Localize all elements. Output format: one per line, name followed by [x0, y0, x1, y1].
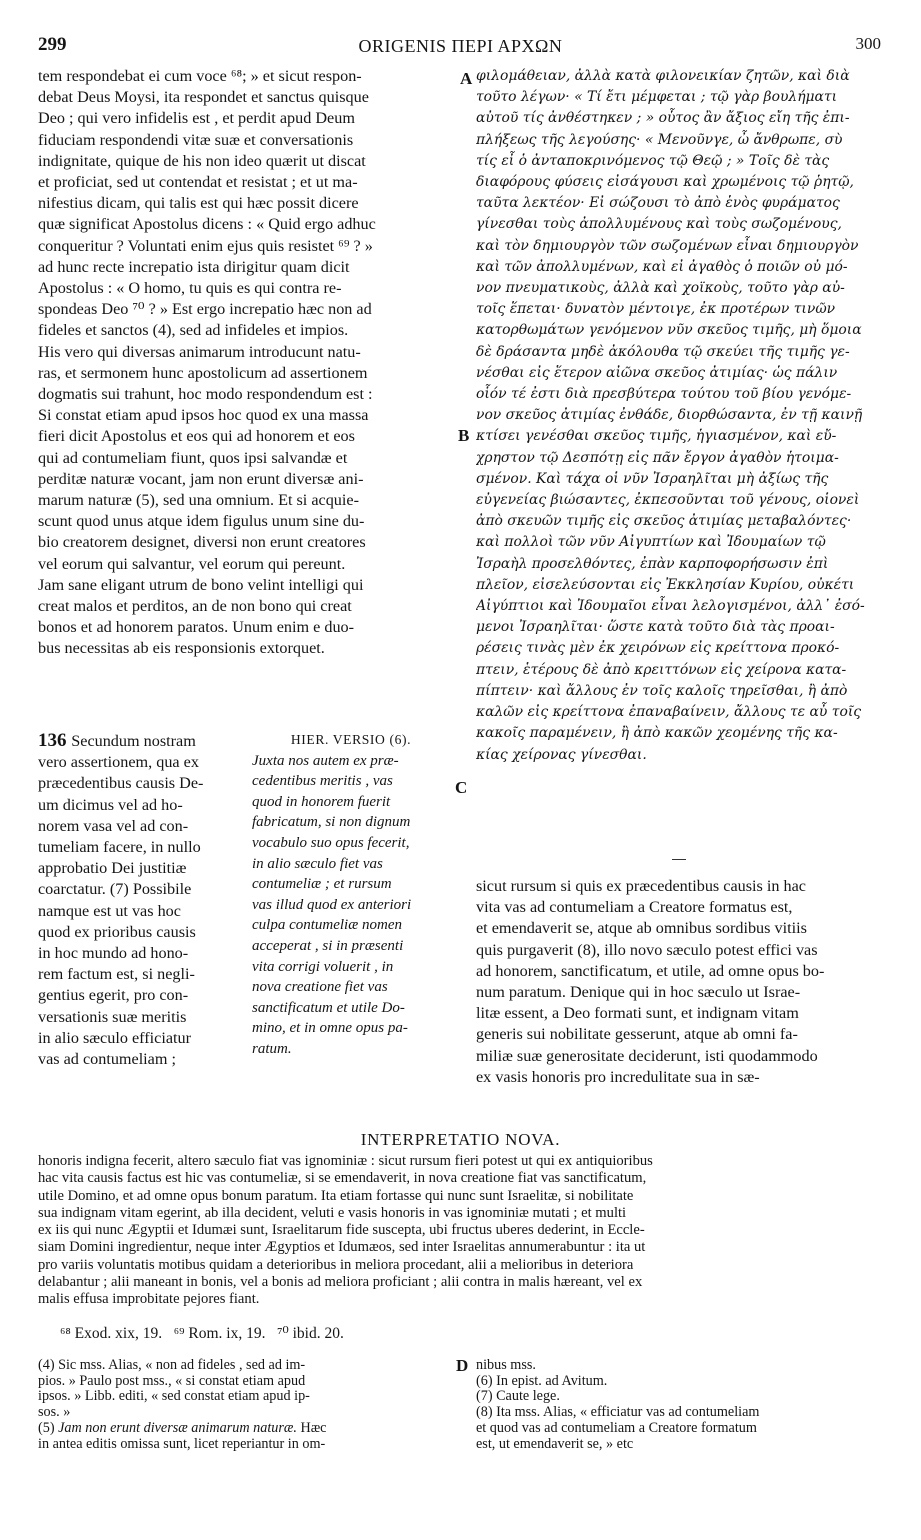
footnote-fragment: (5): [38, 1420, 59, 1436]
text-line: litæ essent, a Deo formati sunt, et indignam vitam: [476, 1004, 799, 1023]
text-line: marum naturæ (5), sed una omnium. Et si acquie-: [38, 491, 359, 510]
margin-marker-b: B: [458, 426, 470, 445]
footnote-line: sos. »: [38, 1405, 71, 1421]
text-line: sua indignam vitam egerint, ab illa decident, veluti e vasis honoris in vas ignominiæ mutati ; et multi: [38, 1204, 627, 1221]
text-line: εὐγενείας βιώσαντες, ἐκπεσοῦνται τοῦ γένους, οἱονεὶ: [476, 492, 860, 509]
text-line: πτειν, ἑτέρους δὲ ἀπὸ κρειττόνων εἰς χείρονα κατα-: [476, 661, 847, 678]
text-line: sicut rursum si quis ex præcedentibus causis in hac: [476, 877, 806, 895]
interpretatio-text: [38, 1153, 886, 1309]
text-line: generis sui nobilitate gesserunt, atque ab omni fa-: [476, 1025, 798, 1044]
text-line: rem factum est, si negli-: [38, 965, 195, 984]
latin-main-text: [38, 66, 448, 660]
footnote-line: [38, 1437, 448, 1453]
hier-versio-column: [252, 730, 450, 1060]
text-line: τίς εἶ ὁ ἀνταποκρινόμενος τῷ Θεῷ ; » Τοῖς δὲ τὰς: [476, 152, 830, 169]
text-line: ras, et sermonem hunc apostolicum ad assertionem: [38, 363, 368, 382]
text-line: ad hunc recte increpatio ista dirigitur quam dicit: [38, 257, 350, 276]
footnote-fragment: Hæc: [296, 1420, 327, 1436]
text-line: [38, 730, 238, 752]
text-line: vas illud quod ex anteriori: [252, 896, 412, 913]
text-line: et emendaverit se, atque ab omnibus sordibus vitiis: [476, 919, 807, 938]
text-line: Deo ; qui vero infidelis est , et perdit apud Deum: [38, 109, 355, 128]
text-line: His vero qui diversas animarum introducunt natu-: [38, 342, 361, 361]
text-line: πλήξεως τῆς λεγούσης· « Μενοῦνγε, ὦ ἄνθρωπε, σὺ: [476, 131, 843, 148]
interpretatio-heading: INTERPRETATIO NOVA.: [360, 1130, 561, 1149]
text-line: nova creatione fiet vas: [252, 979, 388, 996]
text-line: tem respondebat ei cum voce ⁶⁸; » et sicut respon-: [38, 67, 362, 85]
footnote-line: est, ut emendaverit se, » etc: [476, 1436, 634, 1452]
text-line: dogmatis sui trahunt, hoc modo respondendum est :: [38, 385, 373, 404]
scripture-references: ⁶⁸ Exod. xix, 19. ⁶⁹ Rom. ix, 19. ⁷⁰ ibid. 20.: [60, 1325, 344, 1342]
text-line: vita corrigi voluerit , in: [252, 958, 394, 975]
text-line: σμένον. Καὶ τάχα οἱ νῦν Ἰσραηλῖται μὴ ἀξίως τῆς: [476, 470, 829, 487]
text-line: indignitate, quique de his non ideo quærit ut discat: [38, 151, 366, 170]
text-line: Si constat etiam apud ipsos hoc quod ex una massa: [38, 406, 369, 425]
greek-text: [476, 66, 886, 766]
text-line: χρηστον τῷ Δεσπότῃ εἰς πᾶν ἔργον ἀγαθὸν ἡτοιμα-: [476, 449, 839, 466]
text-line: et proficiat, sed ut contendat et resistat ; et ut ma-: [38, 173, 358, 192]
text-line: Ἰσραὴλ προσελθόντες, ἐπὰν καρποφορήσωσιν ἐπὶ: [476, 555, 829, 572]
text-line: miliæ suæ generositate deciderunt, isti quodammodo: [476, 1046, 818, 1065]
footnote-line: ipsos. » Libb. editi, « sed constat etiam apud ip-: [38, 1389, 310, 1405]
text-line: conqueritur ? Voluntati enim ejus quis resistet ⁶⁹ ? »: [38, 236, 373, 255]
text-line: utile Domino, et ad omne opus bonum paratum. Ita etiam fortasse qui nunc sunt Israelitæ, si nobilitate: [38, 1187, 634, 1204]
page-number-left: 299: [38, 34, 67, 55]
text-line: siam Domini ingredientur, neque inter Ægyptios et Idumæos, sed inter Israelitas annumerabuntur : ita ut: [38, 1239, 646, 1256]
text-line: νέσθαι εἰς ἕτερον αἰῶνα σκεῦος ἀτιμίας· ὡς πάλιν: [476, 364, 838, 381]
text-line: fabricatum, si non dignum: [252, 814, 411, 831]
latin-left-column: [38, 730, 238, 1070]
text-line: ταῦτα λεκτέον· Εἰ σώζουσι τὸ ἀπὸ ἑνὸς φυράματος: [476, 195, 840, 212]
text-line: αὐτοῦ τίς ἀνθέστηκεν ; » οὗτος ἂν ἄξιος εἴη τῆς ἐπι-: [476, 110, 850, 127]
text-line: pro variis voluntatis motibus quidam a deterioribus in meliora procedant, alii a melioribus in deteriora: [38, 1256, 634, 1273]
text-line: approbatio Dei justitiæ: [38, 859, 187, 878]
text-line: culpa contumeliæ nomen: [252, 917, 402, 934]
footnote-line: (4) Sic mss. Alias, « non ad fideles , sed ad im-: [38, 1358, 306, 1373]
text-line: vero assertionem, qua ex: [38, 753, 199, 772]
text-line: spondeas Deo ⁷⁰ ? » Est ergo increpatio hæc non ad: [38, 300, 372, 319]
footnotes-left: [38, 1358, 448, 1452]
footnote-line: (6) In epist. ad Avitum.: [476, 1373, 608, 1389]
text-line: cedentibus meritis , vas: [252, 773, 393, 790]
running-title: ORIGENIS ΠΕΡΙ ΑΡΧΩΝ: [358, 36, 563, 56]
text-line: κατορθωμάτων γενόμενον νῦν σκεῦος τιμῆς, μὴ ὅμοια: [476, 322, 862, 339]
text-line: creat malos et perditos, an de non bono qui creat: [38, 597, 352, 616]
text-line: malis effusa improbitate pejores fiant.: [38, 1291, 260, 1308]
text-line: tumeliam facere, in nullo: [38, 838, 201, 857]
text-line: vas ad contumeliam ;: [38, 1050, 177, 1069]
text-line: πίπτειν· καὶ ἄλλους ἐν τοῖς καλοῖς τηρεῖσθαι, ἢ ἀπὸ: [476, 682, 848, 699]
text-line: hac vita causis factus est hic vas contumeliæ, si se emendaverit, in nova creatione fiat vas sanctificatum,: [38, 1170, 647, 1187]
text-line: mino, et in omne opus pa-: [252, 1020, 408, 1037]
text-line: norem vasa vel ad con-: [38, 816, 189, 835]
text-line: ex vasis honoris pro incredulitate sua in sæ-: [476, 1067, 760, 1086]
text-line: fiduciam respondendi vitæ suæ et conversationis: [38, 130, 354, 149]
page-number-right: 300: [855, 34, 881, 53]
text-line: καὶ τὸν δημιουργὸν τῶν σωζομένων εἶναι δημιουργὸν: [476, 237, 859, 254]
text-line: quis purgaverit (8), illo novo sæculo potest effici vas: [476, 940, 818, 959]
column-separator-dash: [672, 859, 686, 860]
text-line: κτίσει γενέσθαι σκεῦος τιμῆς, ἡγιασμένον, καὶ εὔ-: [476, 428, 837, 445]
text-line: acceperat , si in præsenti: [252, 937, 404, 954]
text-line: ex iis qui nunc Ægyptii et Idumæi sunt, Israelitarum fide suscepta, ubi fructus uberes dederint, in Eccle-: [38, 1222, 645, 1239]
footnote-line: nibus mss.: [476, 1358, 536, 1373]
text-line: κίας χείρονας γίνεσθαι.: [476, 746, 647, 763]
text-line: νον πνευματικοὺς, ἀλλὰ καὶ χοϊκοὺς, τοῦτο γὰρ αὐ-: [476, 280, 845, 297]
footnote-line: [38, 1421, 448, 1437]
text-line: in alio sæculo efficiatur: [38, 1028, 191, 1047]
text-line: bus necessitas ab eis responsionis extorquet.: [38, 639, 325, 658]
text-line: πλεῖον, εἰσελεύσονται εἰς Ἐκκλησίαν Κυρίου, οὐκέτι: [476, 576, 855, 593]
text-line: vocabulo suo opus fecerit,: [252, 834, 410, 851]
text-line: coarctatur. (7) Possibile: [38, 880, 192, 899]
text-line: ἀπὸ σκευῶν τιμῆς εἰς σκεῦος ἀτιμίας μεταβαλόντες·: [476, 513, 852, 530]
text-line: um dicimus vel ad ho-: [38, 795, 183, 814]
text-line: qui ad contumeliam fiunt, quos ipsi salvandæ et: [38, 448, 348, 467]
text-line: scunt quod unus atque idem figulus unum sine du-: [38, 512, 365, 531]
text-line: μενοι Ἰσραηλῖται· ὥστε κατὰ τοῦτο διὰ τὰς προαι-: [476, 619, 835, 636]
margin-marker-d: D: [456, 1356, 469, 1375]
text-line: vita vas ad contumeliam a Creatore formatus est,: [476, 898, 793, 917]
text-line: versationis suæ meritis: [38, 1007, 187, 1026]
margin-marker-a: A: [460, 69, 473, 88]
text-line: κακοῖς παραμένειν, ἢ ἀπὸ κακῶν χεομένης τῆς κα-: [476, 725, 838, 742]
footnote-fragment: in antea editis omissa sunt, licet reperiantur in om-: [38, 1436, 326, 1452]
text-line: ratum.: [252, 1040, 292, 1057]
text-line: perditæ naturæ vocant, jam non erunt diversæ ani-: [38, 469, 364, 488]
text-line: δὲ δράσαντα μηδὲ ἀκόλουθα τῷ σκεύει τῆς τιμῆς γε-: [476, 343, 850, 360]
footnote-line: (8) Ita mss. Alias, « efficiatur vas ad contumeliam: [476, 1405, 760, 1421]
text-line: quod in honorem fuerit: [252, 793, 391, 810]
text-line: præcedentibus causis De-: [38, 774, 204, 793]
text-line: honoris indigna fecerit, altero sæculo fiat vas ignominiæ : sicut rursum fieri potest ut qui ex antiquioribus: [38, 1153, 653, 1169]
text-line: bio creatorem designet, diversi non erunt creatores: [38, 533, 366, 552]
section-number: 136: [38, 730, 72, 751]
text-line: οἷόν τέ ἐστι διὰ πρεσβύτερα τούτου τοῦ βίου γενόμε-: [476, 386, 852, 403]
text-line: γίνεσθαι τοὺς ἀπολλυμένους καὶ τοὺς σωζομένους,: [476, 216, 842, 233]
text-line: τοῦτο λέγων· « Τί ἔτι μέμφεται ; τῷ γὰρ βουλήματι: [476, 89, 838, 106]
text-line: nifestius dicam, qui talis est qui hæc possit dicere: [38, 194, 359, 213]
text-line: fieri dicit Apostolus et eos qui ad honorem et eos: [38, 427, 355, 446]
text-line: Apostolus : « O homo, tu quis es qui contra re-: [38, 279, 342, 298]
text-line: in alio sæculo fiet vas: [252, 855, 383, 872]
footnote-line: et quod vas ad contumeliam a Creatore formatum: [476, 1420, 757, 1436]
text-line: τοῖς ἕπεται· δυνατὸν μέντοιγε, ἐκ προτέρων τινῶν: [476, 301, 836, 318]
footnote-line: (7) Caute lege.: [476, 1389, 560, 1405]
text-line: num paratum. Denique qui in hoc sæculo ut Israe-: [476, 983, 801, 1002]
text-line: Jam sane eligant utrum de bono velint intelligi qui: [38, 575, 364, 594]
text-line: ad honorem, sanctificatum, et utile, ad omne opus bo-: [476, 961, 825, 980]
text-line: καὶ πολλοὶ τῶν νῦν Αἰγυπτίων καὶ Ἰδουμαίων τῷ: [476, 534, 826, 551]
text-line: quod ex prioribus causis: [38, 922, 196, 941]
hier-versio-heading: HIER. VERSIO (6).: [290, 732, 412, 747]
text-line: debat Deus Moysi, ita respondet et sanctus quisque: [38, 88, 369, 107]
text-line: in hoc mundo ad hono-: [38, 944, 189, 963]
text-line: sanctificatum et utile Do-: [252, 999, 405, 1016]
text-line: ρέσεις τινὰς μὲν ἐκ χειρόνων εἰς κρείττονα προκό-: [476, 640, 840, 657]
text-line: namque est ut vas hoc: [38, 901, 181, 920]
text-line: gentius egerit, pro con-: [38, 986, 189, 1005]
text-line: delabantur ; alii maneant in bonis, vel a bonis ad meliora proficiant ; alii contra in malis hæreant, vel ex: [38, 1274, 643, 1291]
text-line: quæ significat Apostolus dicens : « Quid ergo adhuc: [38, 215, 376, 234]
text-line: vel eorum qui salvantur, vel eorum qui pereunt.: [38, 554, 346, 573]
margin-marker-c: C: [455, 778, 468, 797]
text-line: καὶ τῶν ἀπολλυμένων, καὶ εἰ ἀγαθὸς ὁ ποιῶν οὐ μό-: [476, 258, 848, 275]
text-line: διαφόρους φύσεις εἰσάγουσι καὶ χρωμένοις τῷ ῥητῷ,: [476, 174, 854, 191]
text-line: φιλομάθειαν, ἀλλὰ κατὰ φιλονεικίαν ζητῶν, καὶ διὰ: [476, 68, 850, 84]
footnote-fragment: Jam non erunt diversæ animarum naturæ.: [58, 1420, 297, 1436]
text-line: καλῶν εἰς κρείττονα ἐπαναβαίνειν, ἄλλους τε αὖ τοῖς: [476, 704, 862, 721]
footnotes-right: [476, 1358, 886, 1452]
text-fragment: Secundum nostram: [71, 732, 196, 750]
footnote-line: pios. » Paulo post mss., « si constat etiam apud: [38, 1373, 306, 1389]
text-line: Αἰγύπτιοι καὶ Ἰδουμαῖοι εἶναι λελογισμένοι, ἀλλ᾽ ἐσό-: [476, 598, 865, 615]
text-line: fideles et sanctos (4), sed ad infideles et impios.: [38, 321, 349, 340]
text-line: νον σκεῦος ἀτιμίας ἐνθάδε, διορθώσαντα, ἐν τῇ καινῇ: [476, 407, 863, 424]
latin-right-text: [476, 876, 886, 1088]
text-line: bonos et ad honorem paratos. Unum enim e duo-: [38, 618, 355, 637]
text-line: contumeliæ ; et rursum: [252, 876, 392, 893]
text-line: Juxta nos autem ex præ-: [252, 752, 399, 769]
